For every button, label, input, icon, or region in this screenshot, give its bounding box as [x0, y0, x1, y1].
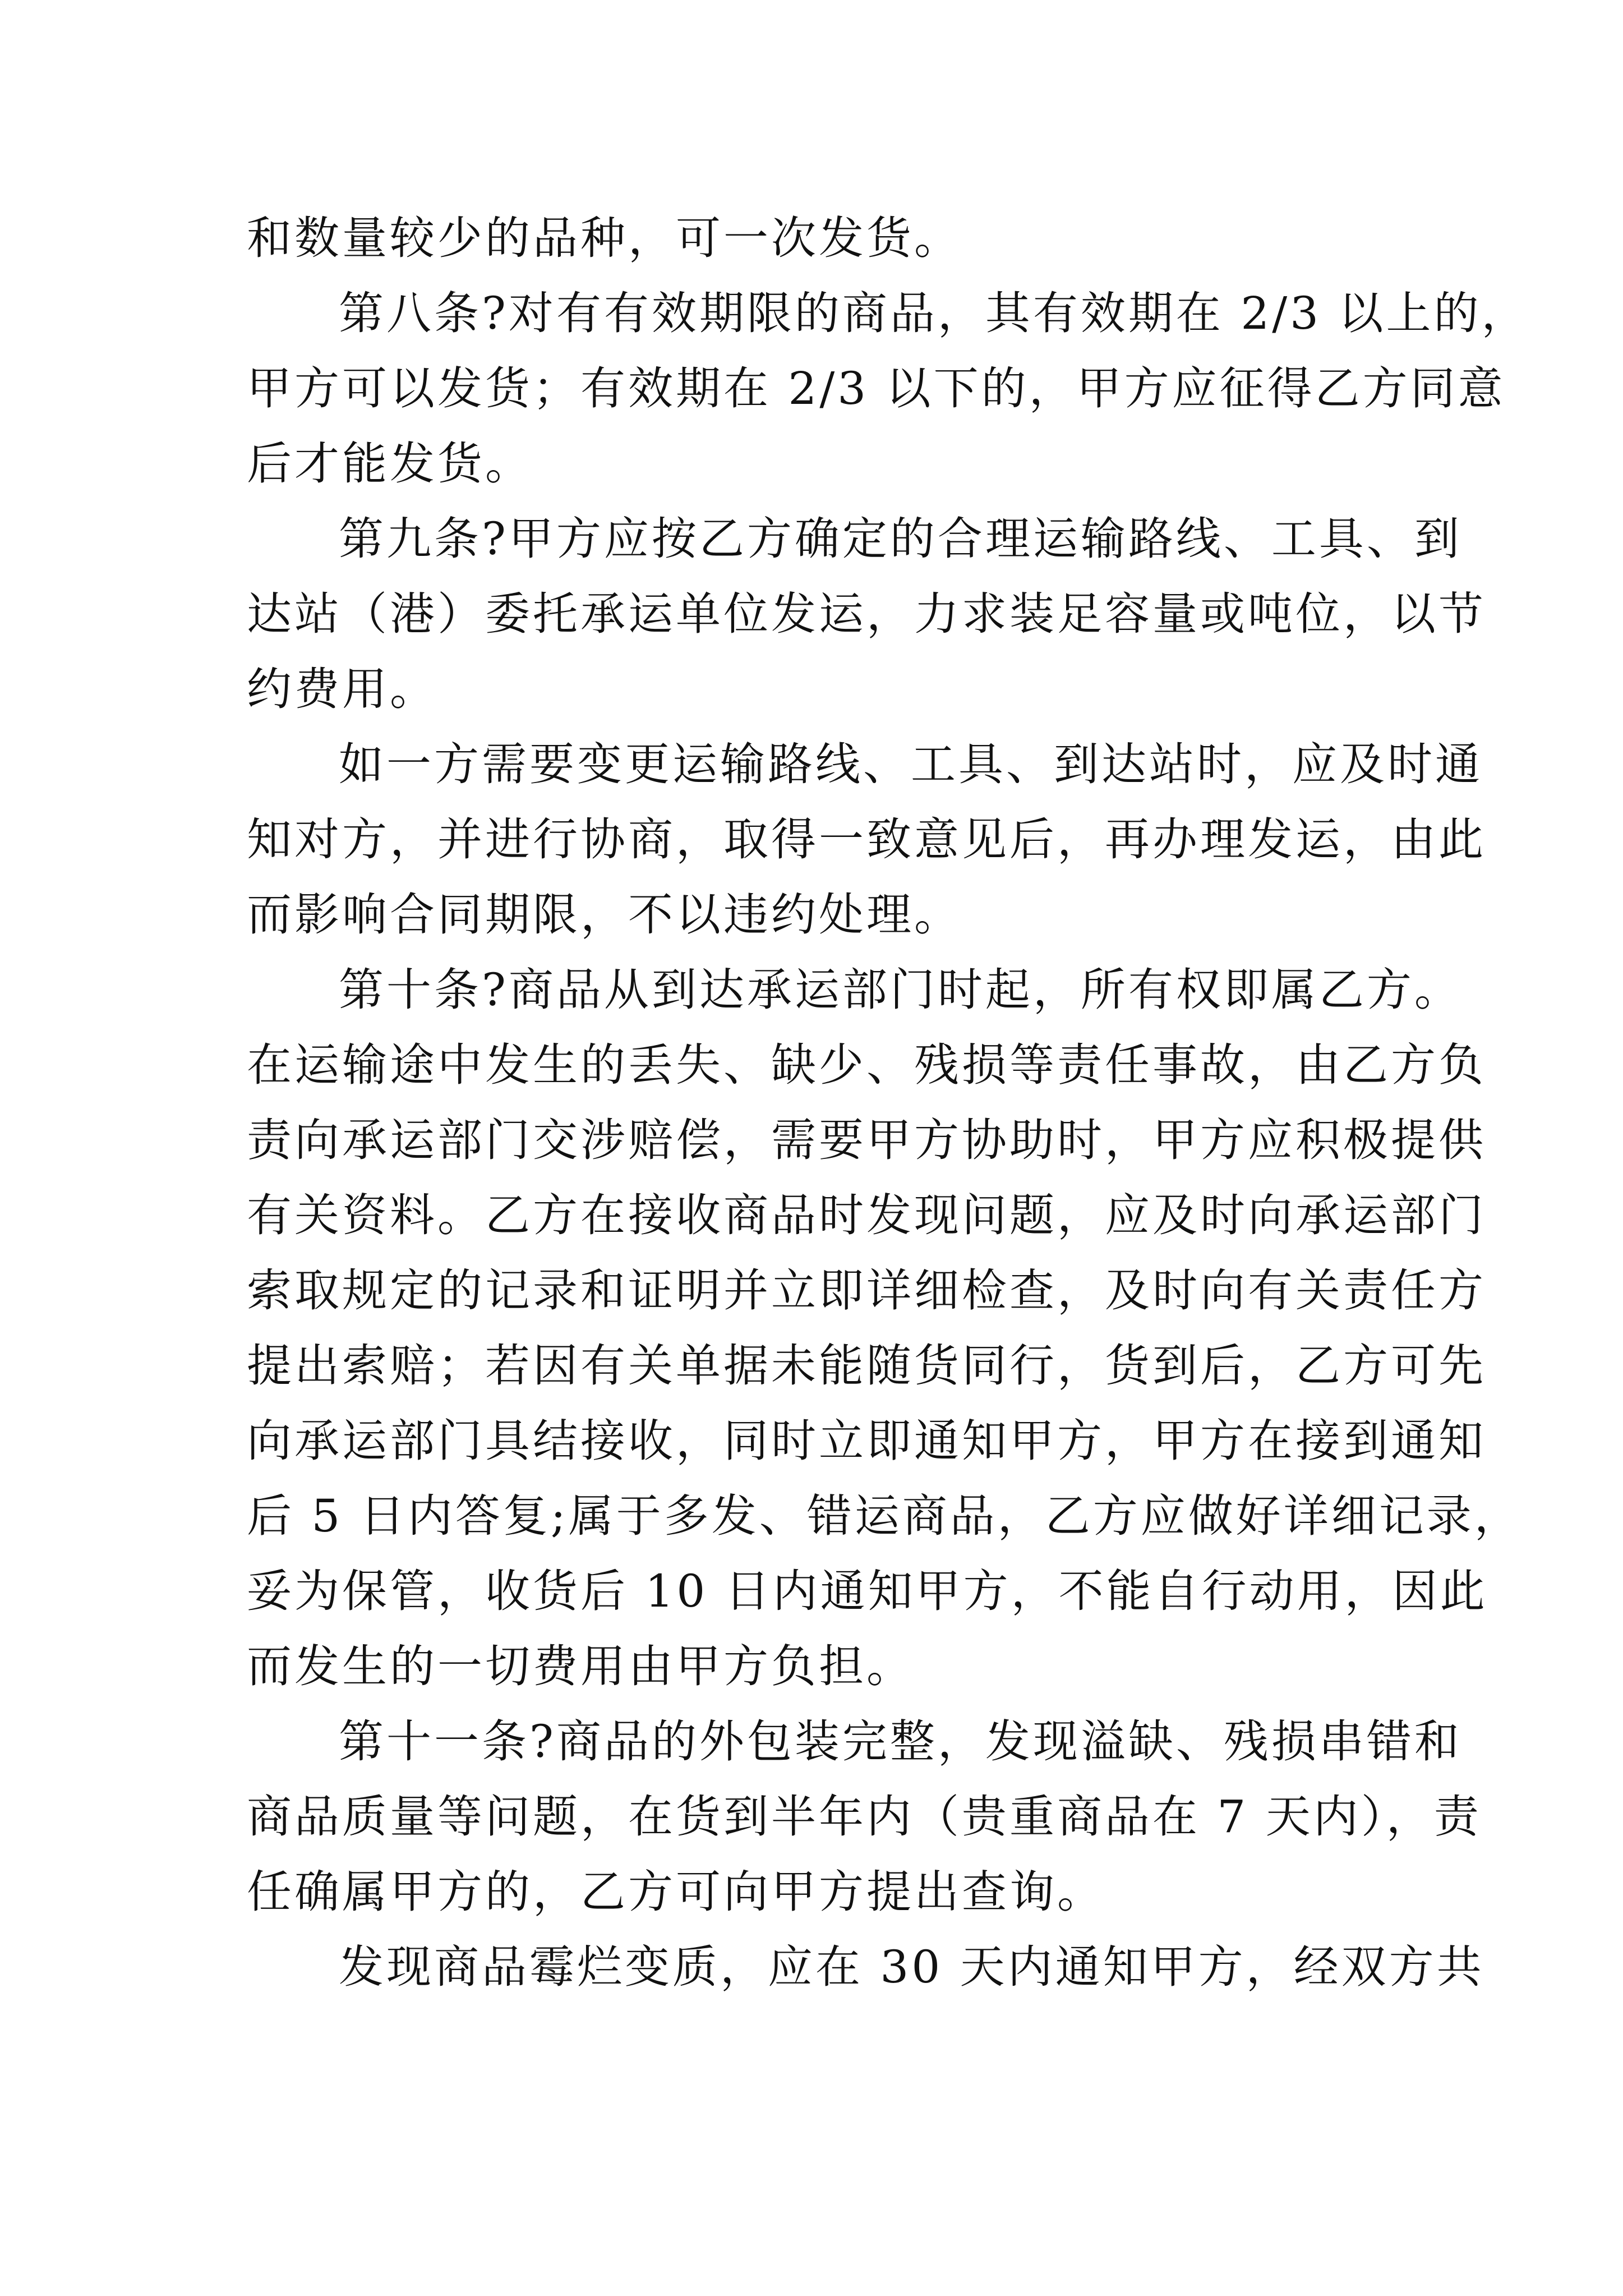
text-line: 达站（港）委托承运单位发运，力求装足容量或吨位，以节: [247, 588, 1486, 640]
text-line: 后才能发货。: [247, 438, 533, 490]
text-line: 而影响合同期限，不以违约处理。: [247, 889, 962, 941]
text-line: 第八条?对有有效期限的商品，其有效期在 2/3 以上的，: [339, 287, 1529, 339]
text-line: 后 5 日内答复;属于多发、错运商品，乙方应做好详细记录，: [247, 1490, 1522, 1542]
text-line: 甲方可以发货；有效期在 2/3 以下的，甲方应征得乙方同意: [247, 362, 1506, 415]
text-line: 而发生的一切费用由甲方负担。: [247, 1640, 914, 1692]
text-line: 商品质量等问题，在货到半年内（贵重商品在 7 天内），责: [247, 1791, 1482, 1843]
text-line: 第九条?甲方应按乙方确定的合理运输路线、工具、到: [339, 513, 1462, 565]
text-line: 发现商品霉烂变质，应在 30 天内通知甲方，经双方共: [339, 1941, 1484, 1993]
text-line: 如一方需要变更运输路线、工具、到达站时，应及时通: [339, 738, 1483, 790]
text-line: 任确属甲方的，乙方可向甲方提出查询。: [247, 1866, 1105, 1918]
text-line: 有关资料。乙方在接收商品时发现问题，应及时向承运部门: [247, 1189, 1486, 1241]
document-body: [247, 201, 1529, 2005]
text-line: 第十一条?商品的外包装完整，发现溢缺、残损串错和: [339, 1715, 1462, 1768]
text-line: 妥为保管，收货后 10 日内通知甲方，不能自行动用，因此: [247, 1565, 1488, 1617]
text-line: 在运输途中发生的丢失、缺少、残损等责任事故，由乙方负: [247, 1039, 1486, 1091]
text-line: 索取规定的记录和证明并立即详细检查，及时向有关责任方: [247, 1264, 1486, 1317]
text-line: 第十条?商品从到达承运部门时起，所有权即属乙方。: [339, 964, 1462, 1016]
text-line: 约费用。: [247, 663, 437, 715]
text-line: 向承运部门具结接收，同时立即通知甲方，甲方在接到通知: [247, 1415, 1486, 1467]
text-line: 提出索赔；若因有关单据未能随货同行，货到后，乙方可先: [247, 1340, 1486, 1392]
text-line: 知对方，并进行协商，取得一致意见后，再办理发运，由此: [247, 813, 1486, 866]
text-line: 责向承运部门交涉赔偿，需要甲方协助时，甲方应积极提供: [247, 1114, 1486, 1166]
text-line: 和数量较少的品种，可一次发货。: [247, 212, 962, 264]
